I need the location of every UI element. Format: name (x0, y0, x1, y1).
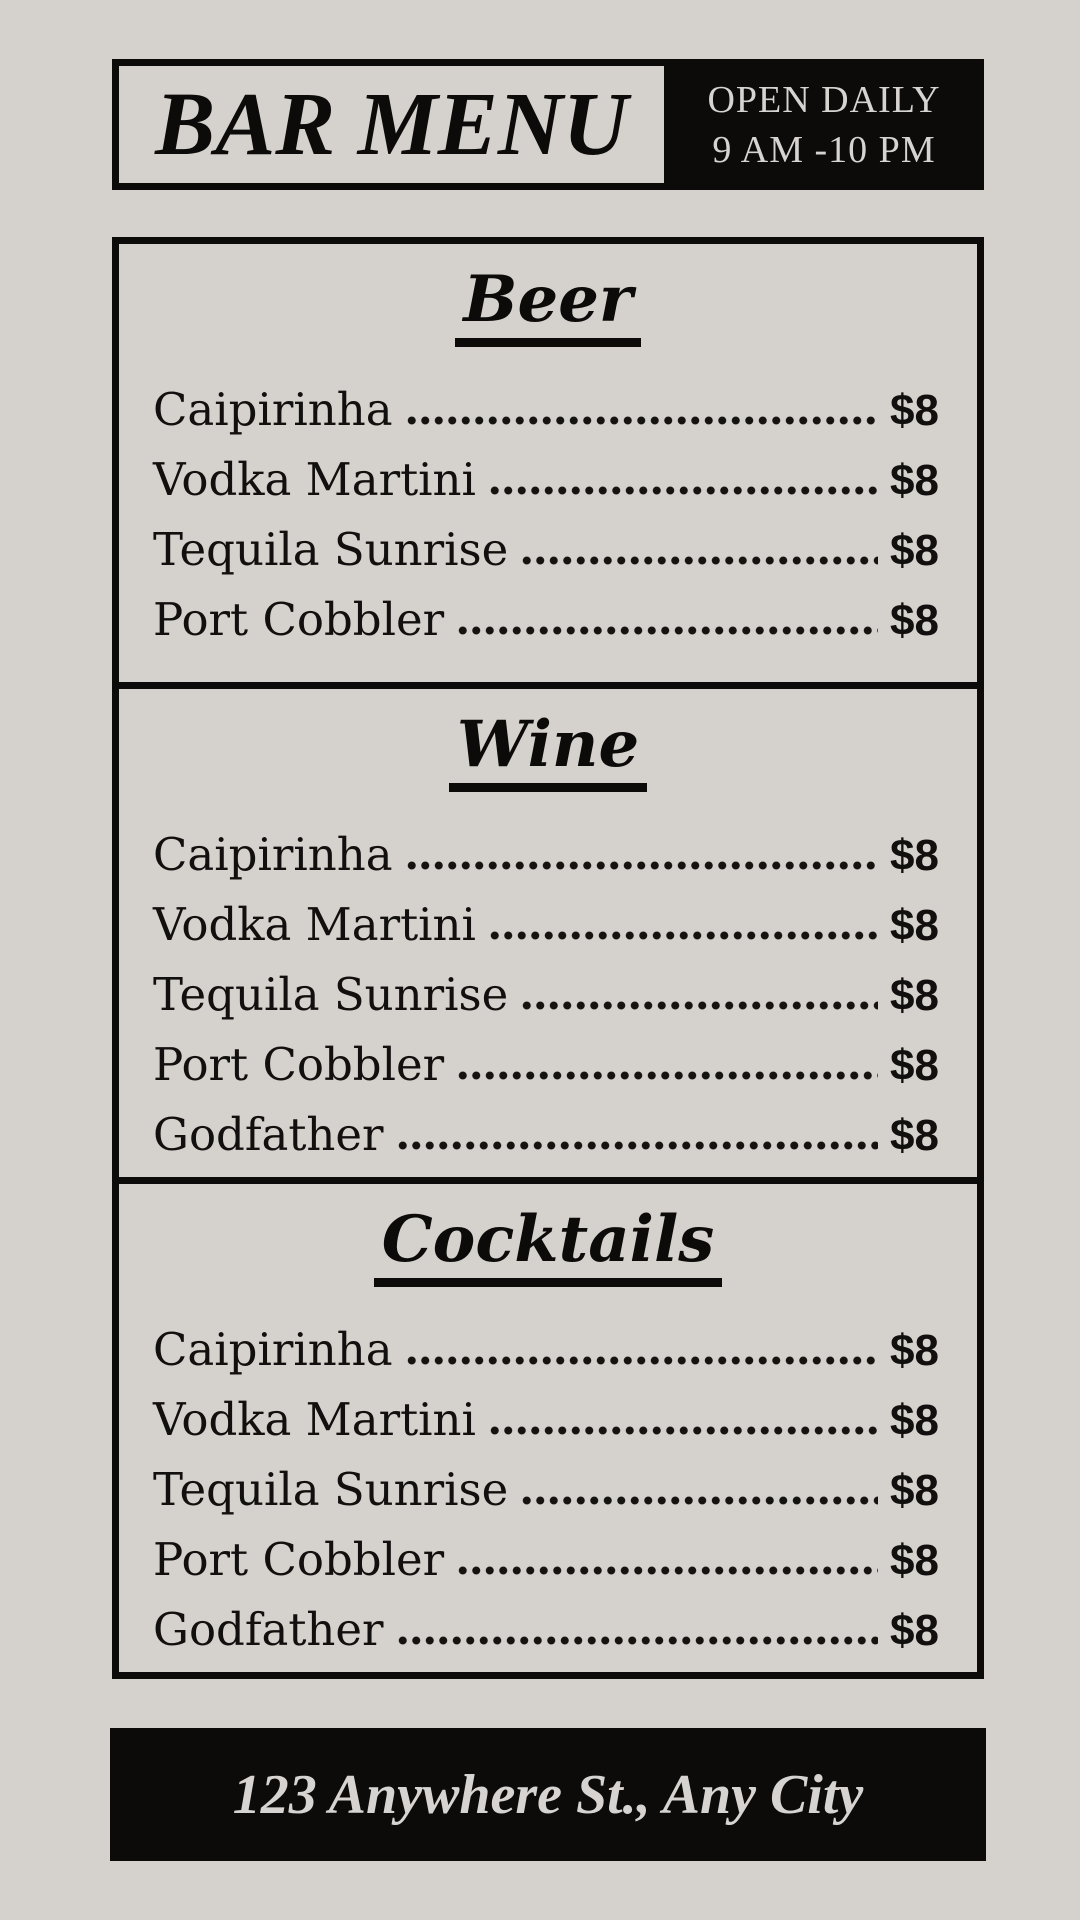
hours-line1: OPEN DAILY (707, 78, 941, 121)
item-name: Port Cobbler (153, 1533, 445, 1587)
section-items (119, 1315, 977, 1665)
section-items (119, 375, 977, 655)
section-title: Beer (455, 266, 640, 347)
dotted-leader (520, 555, 878, 565)
menu-section-wine (119, 682, 977, 1177)
dotted-leader (488, 485, 878, 495)
dotted-leader (405, 415, 879, 425)
item-price: $8 (890, 1536, 939, 1586)
menu-item-row (119, 960, 977, 1030)
page-title: BAR MENU (155, 74, 628, 174)
item-name: Caipirinha (153, 828, 393, 882)
dotted-leader (488, 1425, 878, 1435)
menu-section-beer (119, 244, 977, 682)
item-name: Vodka Martini (153, 453, 476, 507)
section-heading (119, 707, 977, 792)
menu-item-row (119, 1525, 977, 1595)
section-heading (119, 1202, 977, 1287)
dotted-leader (456, 1070, 878, 1080)
menu-item-row (119, 820, 977, 890)
item-name: Godfather (153, 1108, 384, 1162)
menu-section-cocktails (119, 1177, 977, 1672)
menu-item-row (119, 890, 977, 960)
item-price: $8 (890, 1041, 939, 1091)
item-name: Tequila Sunrise (153, 968, 509, 1022)
menu-item-row (119, 445, 977, 515)
item-name: Godfather (153, 1603, 384, 1657)
item-price: $8 (890, 1111, 939, 1161)
menu-item-row (119, 1100, 977, 1170)
item-name: Vodka Martini (153, 898, 476, 952)
title-panel (119, 66, 664, 183)
item-price: $8 (890, 526, 939, 576)
item-price: $8 (890, 1396, 939, 1446)
dotted-leader (396, 1140, 879, 1150)
item-price: $8 (890, 386, 939, 436)
item-price: $8 (890, 1466, 939, 1516)
item-price: $8 (890, 1606, 939, 1656)
item-price: $8 (890, 831, 939, 881)
section-title: Wine (449, 711, 647, 792)
dotted-leader (520, 1000, 878, 1010)
menu-sections-container (112, 237, 984, 1679)
dotted-leader (396, 1635, 879, 1645)
item-name: Port Cobbler (153, 593, 445, 647)
dotted-leader (520, 1495, 878, 1505)
menu-footer (110, 1728, 986, 1861)
item-name: Vodka Martini (153, 1393, 476, 1447)
hours-line2: 9 AM -10 PM (712, 128, 936, 171)
item-price: $8 (890, 901, 939, 951)
menu-item-row (119, 585, 977, 655)
section-title: Cocktails (374, 1206, 723, 1287)
address-text: 123 Anywhere St., Any City (232, 1763, 864, 1826)
menu-header (112, 59, 984, 190)
item-name: Tequila Sunrise (153, 1463, 509, 1517)
item-price: $8 (890, 456, 939, 506)
dotted-leader (456, 1565, 878, 1575)
menu-item-row (119, 1595, 977, 1665)
section-items (119, 820, 977, 1170)
menu-item-row (119, 1030, 977, 1100)
menu-item-row (119, 375, 977, 445)
item-name: Caipirinha (153, 383, 393, 437)
menu-item-row (119, 515, 977, 585)
dotted-leader (488, 930, 878, 940)
item-name: Caipirinha (153, 1323, 393, 1377)
menu-item-row (119, 1315, 977, 1385)
dotted-leader (405, 1355, 879, 1365)
menu-item-row (119, 1385, 977, 1455)
hours-panel (664, 66, 984, 183)
item-price: $8 (890, 596, 939, 646)
dotted-leader (405, 860, 879, 870)
item-name: Tequila Sunrise (153, 523, 509, 577)
section-heading (119, 262, 977, 347)
item-name: Port Cobbler (153, 1038, 445, 1092)
item-price: $8 (890, 971, 939, 1021)
menu-item-row (119, 1455, 977, 1525)
item-price: $8 (890, 1326, 939, 1376)
dotted-leader (456, 625, 878, 635)
